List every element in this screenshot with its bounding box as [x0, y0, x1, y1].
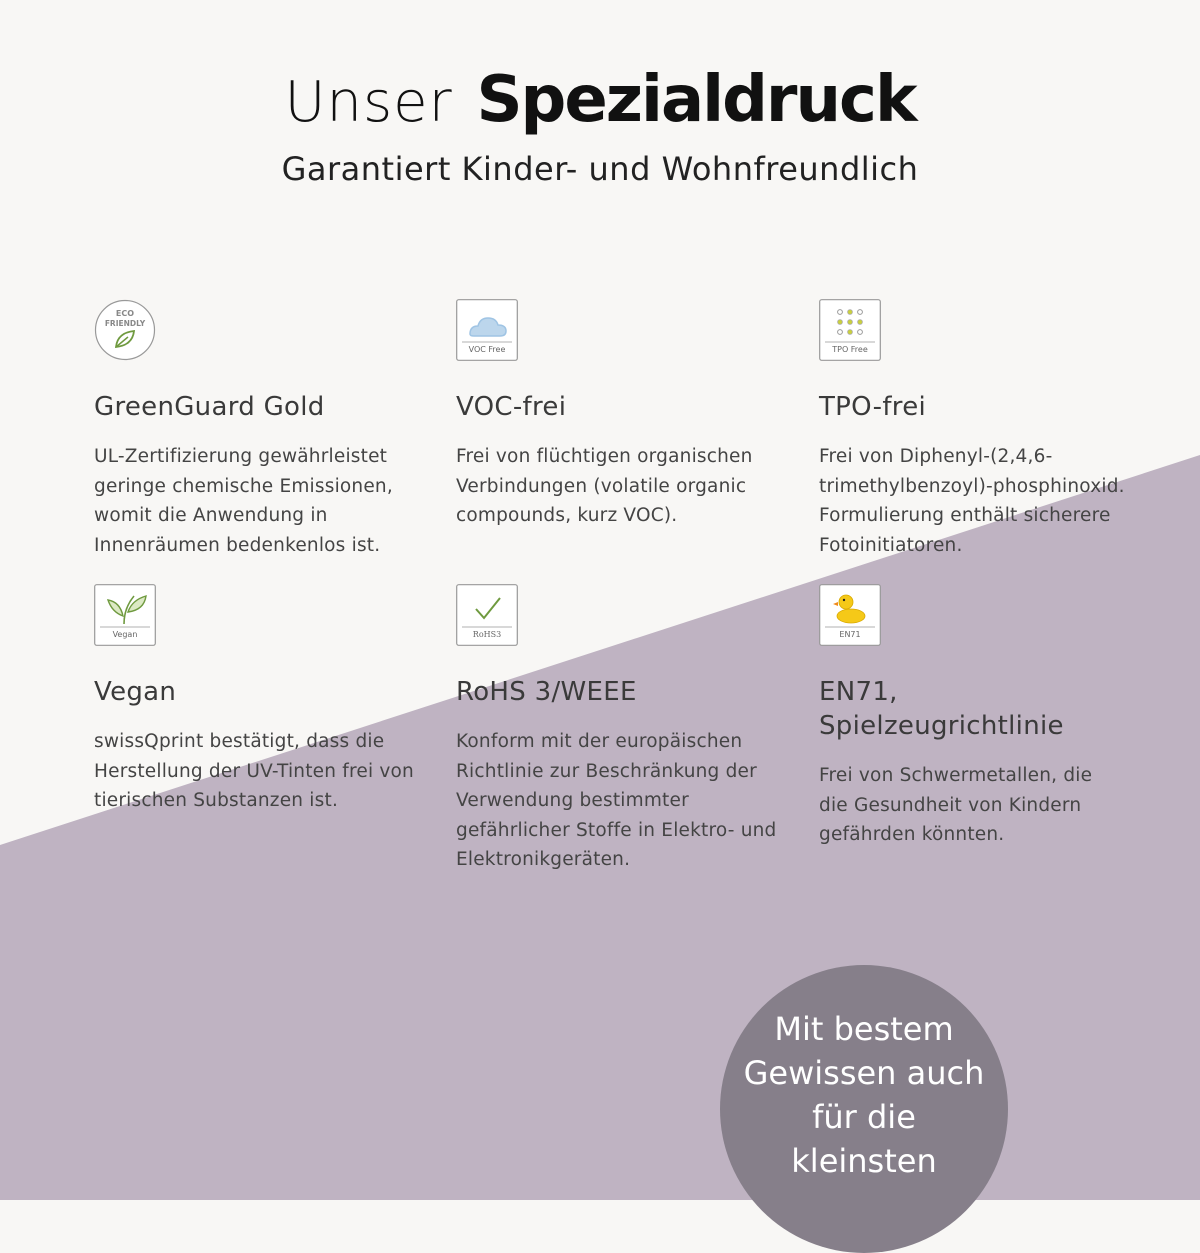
feature-en71 — [819, 675, 1119, 850]
eco-friendly-leaf-icon — [94, 299, 156, 361]
eco-label: ECO — [115, 309, 135, 318]
feature-title: EN71, Spielzeugrichtlinie — [819, 677, 1064, 741]
feature-greenguard — [94, 390, 434, 560]
feature-rohs — [456, 675, 796, 875]
feature-text: UL-Zertifizierung gewährleistet geringe chemische Emissionen, womit die Anwendung in Innenräumen bedenkenlos ist. — [94, 446, 393, 556]
page-header — [0, 55, 1200, 188]
voc-label: VOC Free — [468, 345, 506, 354]
feature-text: Frei von flüchtigen organischen Verbindungen (volatile organic compounds, kurz VOC). — [456, 446, 753, 526]
rohs-label: RoHS3 — [472, 630, 502, 639]
feature-title: Vegan — [94, 677, 177, 707]
rubber-duck-icon — [819, 584, 881, 646]
checkmark-icon — [456, 584, 518, 646]
page-subtitle: Garantiert Kinder- und Wohnfreundlich — [281, 150, 919, 188]
friendly-label: FRIENDLY — [104, 319, 146, 328]
en71-label: EN71 — [839, 630, 861, 639]
feature-title: TPO-frei — [819, 392, 927, 422]
sprout-icon — [94, 584, 156, 646]
tpo-label: TPO Free — [832, 345, 868, 354]
feature-text: Frei von Schwermetallen, die die Gesundheit von Kindern gefährden könnten. — [819, 765, 1093, 845]
badge-text: Mit bestem Gewissen auch für die kleinsten — [743, 1010, 985, 1180]
vegan-label: Vegan — [112, 630, 138, 639]
feature-text: Konform mit der europäischen Richtlinie zur Beschränkung der Verwendung bestimmter gefährlicher Stoffe in Elektro- und Elektronikgeräten. — [456, 731, 777, 870]
feature-text: Frei von Diphenyl-(2,4,6-trimethylbenzoyl)-phosphinoxid. Formulierung enthält sicherere Fotoinitiatoren. — [819, 446, 1125, 556]
badge-circle — [720, 965, 1008, 1253]
title-bold: Spezialdruck — [476, 63, 916, 137]
title-light: Unser — [284, 70, 453, 135]
cloud-icon — [456, 299, 518, 361]
page-title — [0, 55, 1200, 148]
feature-text: swissQprint bestätigt, dass die Herstellung der UV-Tinten frei von tierischen Substanzen ist. — [94, 731, 414, 811]
dots-grid-icon — [819, 299, 881, 361]
feature-title: RoHS 3/WEEE — [456, 677, 637, 707]
feature-title: VOC-frei — [456, 392, 567, 422]
feature-vegan — [94, 675, 434, 816]
feature-tpo — [819, 390, 1149, 560]
feature-voc — [456, 390, 796, 531]
feature-title: GreenGuard Gold — [94, 392, 325, 422]
